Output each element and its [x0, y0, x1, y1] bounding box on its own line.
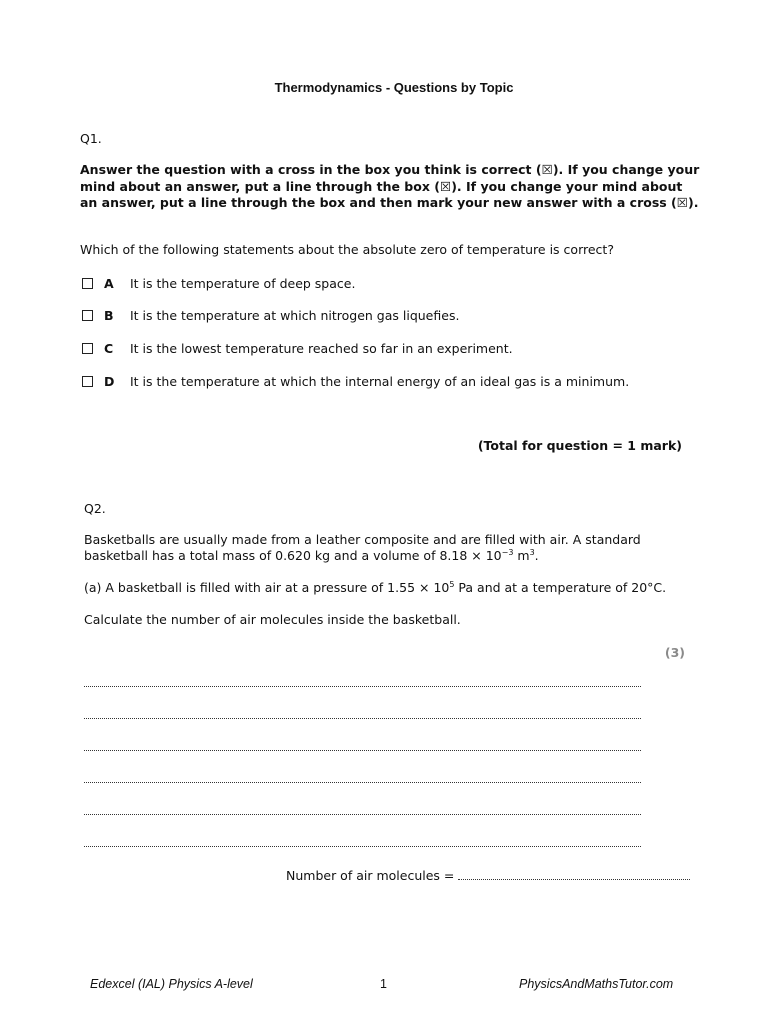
option-c[interactable]: [80, 340, 513, 356]
option-letter: D: [104, 373, 115, 389]
part-a-text: (a) A basketball is filled with air at a pressure of 1.55 × 10: [84, 580, 450, 595]
answer-line[interactable]: [84, 686, 641, 687]
question-2-part-a: [84, 580, 666, 596]
final-answer-row: [286, 868, 690, 883]
marks-label: (3): [664, 645, 685, 660]
intro-text: m: [513, 548, 530, 563]
option-text: It is the lowest temperature reached so far in an experiment.: [130, 340, 513, 356]
instructions-part2: ). If you change your mind about an answer, put a line through the box (: [80, 162, 700, 194]
instructions-part3: ). If you change your mind about an answer, put a line through the box and then mark your new answer with a cross (: [80, 178, 683, 210]
option-d[interactable]: [80, 373, 629, 389]
answer-checkbox[interactable]: [82, 278, 93, 289]
page-title: Thermodynamics - Questions by Topic: [274, 80, 514, 95]
option-b[interactable]: [80, 307, 459, 323]
answer-label: Number of air molecules =: [286, 868, 455, 883]
question-2-intro-line2: [84, 548, 539, 564]
answer-line[interactable]: [84, 782, 641, 783]
option-letter: A: [104, 275, 114, 291]
answer-line[interactable]: [84, 718, 641, 719]
option-letter: C: [104, 340, 114, 356]
question-1-stem: Which of the following statements about the absolute zero of temperature is correct?: [80, 242, 614, 257]
struck-cross-box-icon: ☒: [439, 178, 452, 194]
exponent: 5: [449, 579, 455, 589]
option-text: It is the temperature at which nitrogen gas liquefies.: [130, 307, 460, 323]
intro-text: basketball has a total mass of 0.620 kg and a volume of 8.18 × 10: [84, 548, 502, 563]
question-1-total: (Total for question = 1 mark): [477, 438, 682, 453]
option-text: It is the temperature at which the internal energy of an ideal gas is a minimum.: [130, 373, 630, 389]
exponent: −3: [501, 547, 514, 557]
answer-checkbox[interactable]: [82, 376, 93, 387]
question-2-label: Q2.: [84, 501, 106, 516]
option-text: It is the temperature of deep space.: [130, 275, 356, 291]
question-1-label: Q1.: [80, 131, 102, 146]
question-1-instructions: [80, 162, 700, 212]
option-letter: B: [104, 307, 114, 323]
question-2-instruction: Calculate the number of air molecules inside the basketball.: [84, 612, 461, 627]
intro-text: .: [534, 548, 539, 563]
answer-line[interactable]: [84, 814, 641, 815]
final-answer-line[interactable]: [458, 869, 690, 880]
cross-box-icon: ☒: [541, 162, 553, 177]
option-a[interactable]: [80, 275, 355, 291]
part-a-text: Pa and at a temperature of 20°C.: [454, 580, 667, 595]
footer-right: PhysicsAndMathsTutor.com: [519, 977, 674, 991]
answer-checkbox[interactable]: [82, 343, 93, 354]
answer-line[interactable]: [84, 750, 641, 751]
instructions-part4: ).: [688, 195, 699, 210]
exponent: 3: [529, 547, 535, 557]
footer-left: Edexcel (IAL) Physics A-level: [90, 977, 253, 991]
answer-line[interactable]: [84, 846, 641, 847]
question-2-intro-line1: Basketballs are usually made from a leather composite and are filled with air. A standard: [84, 532, 641, 547]
page-number: 1: [380, 977, 387, 991]
answer-checkbox[interactable]: [82, 310, 93, 321]
cross-box-icon: ☒: [676, 195, 688, 210]
instructions-part1: Answer the question with a cross in the box you think is correct (: [80, 162, 542, 177]
